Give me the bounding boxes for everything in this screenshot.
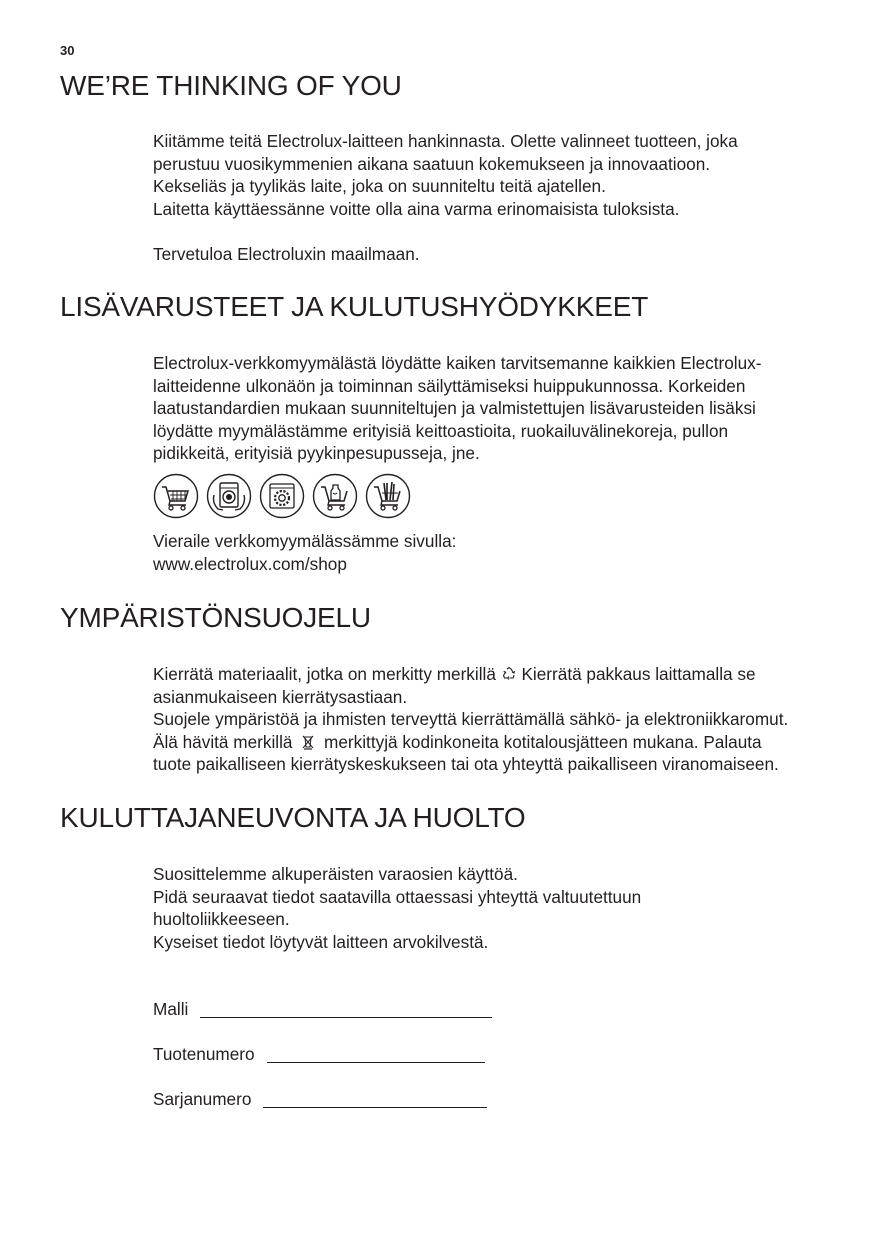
shop-url: www.electrolux.com/shop bbox=[153, 553, 347, 574]
product-number-label: Tuotenumero bbox=[153, 1044, 255, 1064]
text-line: laitteidenne ulkonäön ja toiminnan säilyttämiseksi huippukunnossa. Korkeiden bbox=[153, 375, 746, 396]
heading-thinking-of-you: WE’RE THINKING OF YOU bbox=[60, 70, 402, 101]
serial-number-field bbox=[153, 1089, 487, 1110]
text-line bbox=[153, 663, 788, 686]
text-line: Laitetta käyttäessänne voitte olla aina varma erinomaisista tuloksista. bbox=[153, 198, 680, 219]
model-label: Malli bbox=[153, 999, 189, 1019]
text-line: Kiitämme teitä Electrolux-laitteen hankinnasta. Olette valinneet tuotteen, joka bbox=[153, 131, 738, 151]
cooktop-gear-icon bbox=[259, 473, 305, 519]
cart-utensils-icon bbox=[365, 473, 411, 519]
text-line: asianmukaiseen kierrätysastiaan. bbox=[153, 686, 408, 707]
product-number-field bbox=[153, 1044, 485, 1065]
text-line: laatustandardien mukaan suunniteltujen ja valmistettujen lisävarusteiden lisäksi bbox=[153, 398, 756, 419]
text-line: perustuu vuosikymmenien aikana saatuun kokemukseen ja innovaatioon. bbox=[153, 153, 711, 174]
text-line: huoltoliikkeeseen. bbox=[153, 909, 290, 930]
thinking-paragraph bbox=[153, 130, 738, 220]
accessory-icons bbox=[153, 473, 411, 521]
weee-sentence-end: merkittyjä kodinkoneita kotitalousjätteen mukana. Palauta bbox=[324, 731, 762, 752]
weee-sentence: Älä hävitä merkillä bbox=[153, 731, 293, 752]
environment-paragraph bbox=[153, 663, 788, 776]
text-line: Kekseliäs ja tyylikäs laite, joka on suunniteltu teitä ajatellen. bbox=[153, 176, 606, 197]
serial-number-write-line[interactable] bbox=[263, 1091, 487, 1108]
heading-service: KULUTTAJANEUVONTA JA HUOLTO bbox=[60, 802, 526, 833]
page-number: 30 bbox=[60, 43, 75, 58]
text-line: Vieraile verkkomyymälässämme sivulla: bbox=[153, 531, 457, 551]
text-line: Pidä seuraavat tiedot saatavilla ottaessasi yhteyttä valtuutettuun bbox=[153, 886, 642, 907]
heading-environment: YMPÄRISTÖNSUOJELU bbox=[60, 602, 371, 633]
model-field bbox=[153, 999, 492, 1020]
text-line: pidikkeitä, erityisiä pyykinpesupusseja, jne. bbox=[153, 443, 480, 464]
visit-shop-text bbox=[153, 530, 456, 575]
recycle-sentence-end: Kierrätä pakkaus laittamalla se bbox=[521, 664, 756, 684]
cart-bottle-icon bbox=[312, 473, 358, 519]
text-line: Electrolux-verkkomyymälästä löydätte kaiken tarvitsemanne kaikkien Electrolux- bbox=[153, 353, 762, 373]
heading-accessories: LISÄVARUSTEET JA KULUTUSHYÖDYKKEET bbox=[60, 291, 649, 322]
service-paragraph bbox=[153, 863, 641, 953]
product-number-write-line[interactable] bbox=[267, 1046, 485, 1063]
text-line: Suojele ympäristöä ja ihmisten terveyttä kierrättämällä sähkö- ja elektroniikkaromut. bbox=[153, 709, 789, 730]
text-line: tuote paikalliseen kierrätyskeskukseen tai ota yhteyttä paikalliseen viranomaiseen. bbox=[153, 754, 779, 775]
text-line: Kyseiset tiedot löytyvät laitteen arvokilvestä. bbox=[153, 931, 489, 952]
model-write-line[interactable] bbox=[200, 1001, 492, 1018]
text-line: Suosittelemme alkuperäisten varaosien käyttöä. bbox=[153, 864, 518, 884]
shopping-cart-icon bbox=[153, 473, 199, 519]
recycle-icon bbox=[501, 666, 517, 682]
text-line bbox=[153, 731, 788, 754]
welcome-text: Tervetuloa Electroluxin maailmaan. bbox=[153, 244, 420, 264]
accessories-paragraph bbox=[153, 352, 762, 465]
crossed-bin-icon bbox=[297, 734, 319, 750]
recycle-sentence: Kierrätä materiaalit, jotka on merkitty merkillä bbox=[153, 664, 496, 684]
text-line: löydätte myymälästämme erityisiä keittoastioita, ruokailuvälinekoreja, pullon bbox=[153, 420, 729, 441]
washing-machine-icon bbox=[206, 473, 252, 519]
serial-number-label: Sarjanumero bbox=[153, 1089, 252, 1109]
